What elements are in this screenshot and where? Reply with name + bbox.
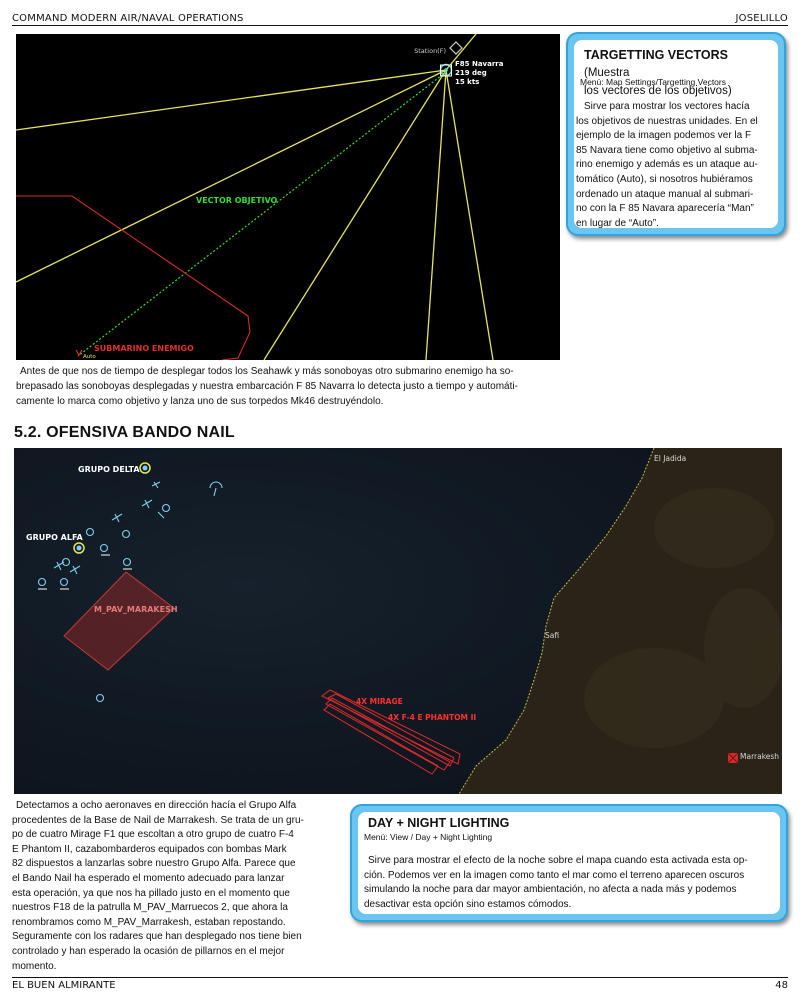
paragraph-line: renombramos como M_PAV_Marrakesh, estaban repostando. — [12, 916, 286, 928]
sensor-line — [446, 70, 493, 360]
target-vector-line — [78, 72, 446, 356]
header-title: COMMAND MODERN AIR/NAVAL OPERATIONS — [12, 12, 244, 24]
station-label: Station(F) — [414, 47, 446, 55]
callout-body-line: tomático (Auto), si nosotros hubiéramos — [576, 173, 753, 185]
callout-body-line: en lugar de “Auto”. — [576, 217, 659, 229]
unit-status-bar — [123, 568, 132, 570]
header-author: JOSELILLO — [735, 12, 788, 24]
paragraph-line: Seguramente con los radares que han desplegado nos tiene bien — [12, 931, 302, 943]
callout-subtitle-cont: los vectores de los objetivos) — [584, 85, 732, 97]
day-night-lighting-callout — [350, 804, 788, 922]
map1-canvas — [16, 34, 560, 360]
paragraph-line: Antes de que nos de tiempo de desplegar todos los Seahawk y más sonoboyas otro submarino enemigo ha so- — [20, 366, 514, 377]
callout-body — [364, 854, 778, 912]
city-el-jadida: El Jadida — [654, 454, 687, 463]
body-paragraph — [12, 799, 334, 974]
ship-name: F85 Navarra — [455, 60, 504, 68]
mirage-label: 4X MIRAGE — [356, 697, 403, 706]
callout-menu-path: Menú: View / Day + Night Lighting — [364, 832, 493, 842]
patrol-zone-label: M_PAV_MARAKESH — [94, 605, 178, 614]
vector-label: VECTOR OBJETIVO — [196, 196, 278, 205]
paragraph-line: nuestros F18 de la patrulla M_PAV_Marruecos 2, que ahora la — [12, 902, 288, 914]
callout-heading — [584, 46, 774, 99]
paragraph-line: 82 dispuestos a lanzarlas sobre nuestro Grupo Alfa. Parece que — [12, 858, 296, 870]
paragraph-line: brepasado las sonoboyas desplegadas y nuestra embarcación F 85 Navarra lo detecta justo a tiempo y automáti- — [16, 380, 518, 392]
night-map — [14, 448, 782, 794]
unit-status-bar — [60, 588, 69, 590]
callout-body-line: simulando la noche para dar mayor ambientación, no afecta a nada más y podemos — [364, 884, 737, 896]
callout-body-line: los objetivos de nuestras unidades. En el — [576, 115, 758, 127]
sensor-line — [16, 70, 446, 282]
callout-subtitle: (Muestra — [584, 67, 630, 79]
paragraph-line: controlado y han esperado la ocasión de pillarnos en el mejor — [12, 945, 285, 957]
callout-body-line: 85 Navara tiene como objetivo al subma- — [576, 144, 758, 156]
paragraph-line: Detectamos a ocho aeronaves en dirección hacía el Grupo Alfa — [16, 800, 297, 811]
callout-panel — [574, 40, 778, 228]
callout-menu-path: Menú: Map Settings/Targetting Vectors — [580, 77, 726, 87]
phantom-label: 4X F-4 E PHANTOM II — [388, 713, 477, 722]
paragraph-line: E Phantom II, cazabombarderos equipados con bombas Mark — [12, 843, 287, 855]
callout-body-line: desactivar esta opción sino estamos cómodos. — [364, 898, 572, 910]
enemy-submarine-label: SUBMARINO ENEMIGO — [94, 344, 194, 353]
paragraph-line: momento. — [12, 960, 57, 972]
header-rule — [12, 25, 788, 26]
footer-publication: EL BUEN ALMIRANTE — [12, 979, 116, 991]
callout-body-line: Sirve para mostrar los vectores hacía — [584, 101, 750, 112]
callout-body-line: Sirve para mostrar el efecto de la noche sobre el mapa cuando esta activada esta op- — [368, 855, 748, 866]
paragraph-line: el Bando Nail ha esperado el momento adecuado para lanzar — [12, 872, 285, 884]
targetting-vectors-map — [16, 34, 560, 360]
callout-body-line: ción. Podemos ver en la imagen como tanto el mar como el terreno aparecen oscuros — [364, 869, 745, 881]
map2-canvas — [14, 448, 782, 794]
page-number: 48 — [775, 979, 788, 991]
city-safi: Safi — [545, 631, 560, 640]
city-marrakesh: Marrakesh — [740, 752, 780, 761]
callout-body-line: rino enemigo y además es un ataque au- — [576, 159, 758, 171]
paragraph-line: camente lo marca como objetivo y lanza uno de sus torpedos Mk46 destruyéndolo. — [16, 395, 384, 407]
sensor-line — [426, 70, 446, 360]
callout-body-line: no con la F 85 Navara aparecería “Man” — [576, 203, 754, 215]
ship-speed: 15 kts — [455, 78, 480, 86]
zone-outline — [16, 196, 250, 360]
callout-body-line: ejemplo de la imagen podemos ver la F — [576, 130, 752, 142]
callout-title: DAY + NIGHT LIGHTING — [368, 816, 510, 830]
grupo-alfa-label: GRUPO ALFA — [26, 533, 83, 542]
auto-label: Auto — [83, 354, 96, 360]
intro-paragraph — [16, 365, 560, 409]
targetting-vectors-callout — [566, 32, 786, 236]
grupo-delta-label: GRUPO DELTA — [78, 465, 140, 474]
unit-status-bar — [38, 588, 47, 590]
paragraph-line: esta operación, ya que nos ha pillado justo en el momento que — [12, 887, 290, 899]
sensor-line — [264, 70, 446, 360]
callout-body-line: ordenado un ataque manual al submari- — [576, 188, 754, 200]
sensor-line — [16, 70, 446, 130]
callout-panel — [358, 812, 780, 914]
paragraph-line: procedentes de la Base de Nail de Marrakesh. Se trata de un gru- — [12, 814, 304, 826]
ship-heading: 219 deg — [455, 69, 487, 77]
page-header — [12, 10, 788, 26]
callout-body — [576, 100, 776, 231]
paragraph-line: po de cuatro Mirage F1 que escoltan a otro grupo de cuatro F-4 — [12, 829, 294, 841]
page-footer — [12, 978, 788, 992]
unit-status-bar — [101, 554, 110, 556]
callout-title: TARGETTING VECTORS — [584, 48, 728, 62]
section-title: 5.2. OFENSIVA BANDO NAIL — [14, 424, 235, 441]
